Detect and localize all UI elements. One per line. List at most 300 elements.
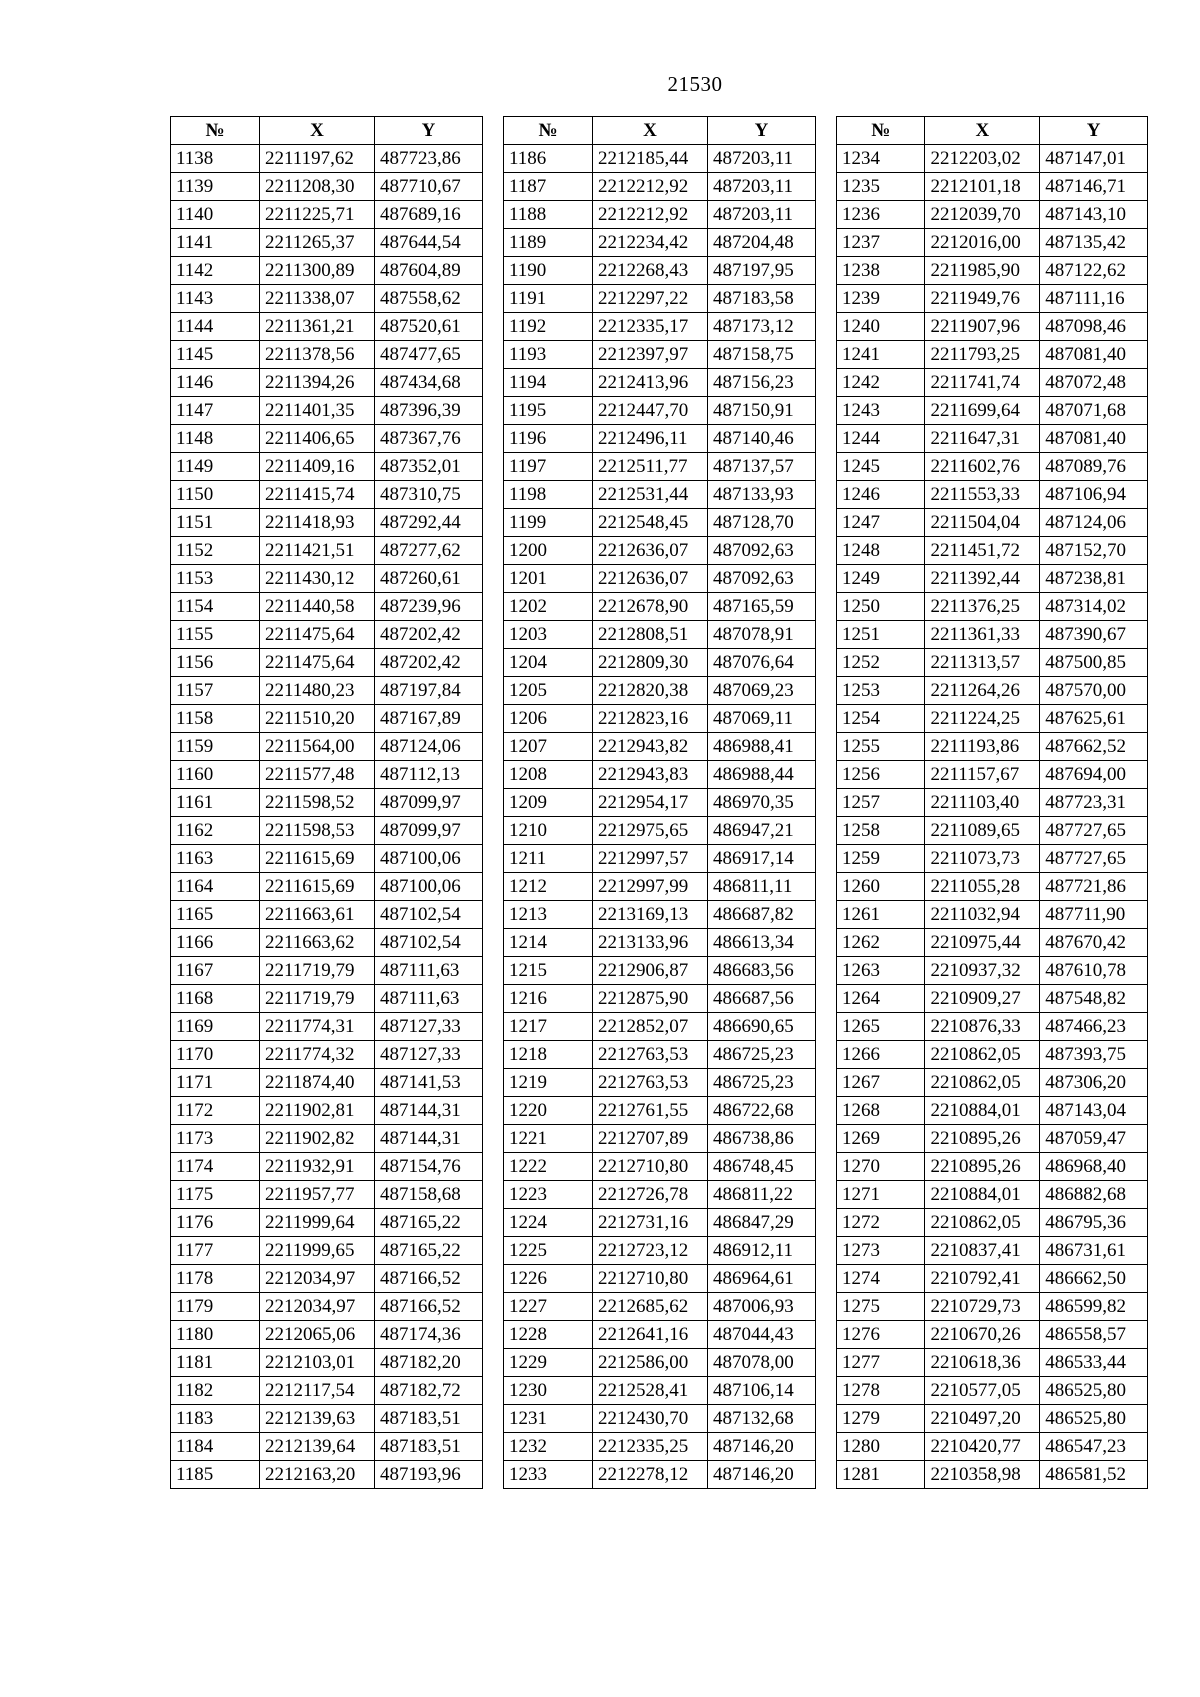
table-row [504,901,816,929]
x-coordinate-cell: 2210670,26 [925,1321,1040,1349]
table-row [504,817,816,845]
table-row [837,1405,1148,1433]
point-number-cell: 1170 [171,1041,260,1069]
point-number-cell: 1205 [504,677,593,705]
x-coordinate-cell: 2211225,71 [260,201,375,229]
table-header-row [837,117,1148,145]
table-row [171,369,483,397]
table-row [504,677,816,705]
table-row [837,369,1148,397]
point-number-cell: 1231 [504,1405,593,1433]
y-coordinate-cell: 486690,65 [708,1013,816,1041]
point-number-cell: 1233 [504,1461,593,1489]
table-row [504,761,816,789]
x-coordinate-cell: 2211999,65 [260,1237,375,1265]
y-coordinate-cell: 487203,11 [708,173,816,201]
point-number-cell: 1194 [504,369,593,397]
x-coordinate-cell: 2212710,80 [593,1153,708,1181]
y-coordinate-cell: 487135,42 [1040,229,1148,257]
y-coordinate-cell: 486988,44 [708,761,816,789]
x-coordinate-cell: 2211073,73 [925,845,1040,873]
x-coordinate-cell: 2212636,07 [593,537,708,565]
table-row [837,1265,1148,1293]
point-number-cell: 1159 [171,733,260,761]
y-coordinate-cell: 487367,76 [375,425,483,453]
x-coordinate-cell: 2212034,97 [260,1293,375,1321]
y-coordinate-cell: 486947,21 [708,817,816,845]
y-coordinate-cell: 487204,48 [708,229,816,257]
point-number-cell: 1141 [171,229,260,257]
table-row [504,537,816,565]
x-coordinate-cell: 2211598,53 [260,817,375,845]
point-number-cell: 1167 [171,957,260,985]
point-number-cell: 1271 [837,1181,925,1209]
x-coordinate-cell: 2211902,81 [260,1097,375,1125]
x-coordinate-cell: 2211774,31 [260,1013,375,1041]
table-row [504,1209,816,1237]
x-coordinate-cell: 2213169,13 [593,901,708,929]
x-coordinate-cell: 2211378,56 [260,341,375,369]
point-number-cell: 1155 [171,621,260,649]
point-number-cell: 1224 [504,1209,593,1237]
x-coordinate-cell: 2211300,89 [260,257,375,285]
table-row [504,1181,816,1209]
x-coordinate-cell: 2211874,40 [260,1069,375,1097]
y-coordinate-cell: 487520,61 [375,313,483,341]
x-coordinate-cell: 2212641,16 [593,1321,708,1349]
point-number-cell: 1165 [171,901,260,929]
y-coordinate-cell: 487711,90 [1040,901,1148,929]
y-coordinate-cell: 487500,85 [1040,649,1148,677]
point-number-cell: 1181 [171,1349,260,1377]
y-coordinate-cell: 487128,70 [708,509,816,537]
point-number-cell: 1151 [171,509,260,537]
x-coordinate-cell: 2211774,32 [260,1041,375,1069]
table-row [837,537,1148,565]
table-row [171,1181,483,1209]
table-row [171,481,483,509]
x-coordinate-cell: 2212212,92 [593,173,708,201]
point-number-cell: 1254 [837,705,925,733]
point-number-cell: 1277 [837,1349,925,1377]
point-number-cell: 1163 [171,845,260,873]
y-coordinate-cell: 487182,20 [375,1349,483,1377]
table-row [504,1125,816,1153]
point-number-cell: 1242 [837,369,925,397]
point-number-cell: 1187 [504,173,593,201]
point-number-cell: 1201 [504,565,593,593]
x-coordinate-cell: 2211032,94 [925,901,1040,929]
x-coordinate-cell: 2211719,79 [260,957,375,985]
table-row [504,1237,816,1265]
y-coordinate-cell: 486811,11 [708,873,816,901]
x-coordinate-cell: 2211985,90 [925,257,1040,285]
x-coordinate-cell: 2212117,54 [260,1377,375,1405]
x-coordinate-cell: 2210876,33 [925,1013,1040,1041]
table-row [837,1181,1148,1209]
point-number-cell: 1198 [504,481,593,509]
table-row [171,817,483,845]
table-row [837,173,1148,201]
x-coordinate-cell: 2211264,26 [925,677,1040,705]
point-number-cell: 1214 [504,929,593,957]
point-number-cell: 1157 [171,677,260,705]
point-number-cell: 1262 [837,929,925,957]
table-row [837,649,1148,677]
point-number-cell: 1158 [171,705,260,733]
point-number-cell: 1252 [837,649,925,677]
table-row [837,705,1148,733]
table-row [171,845,483,873]
y-coordinate-cell: 487662,52 [1040,733,1148,761]
coordinate-tables [170,116,1148,1610]
y-coordinate-cell: 486725,23 [708,1069,816,1097]
y-coordinate-cell: 487202,42 [375,621,483,649]
point-number-cell: 1221 [504,1125,593,1153]
point-number-cell: 1265 [837,1013,925,1041]
x-coordinate-cell: 2211663,62 [260,929,375,957]
table-row [171,257,483,285]
x-coordinate-cell: 2211564,00 [260,733,375,761]
point-number-cell: 1228 [504,1321,593,1349]
table-row [171,1377,483,1405]
y-coordinate-cell: 487092,63 [708,565,816,593]
table-row [171,985,483,1013]
table-row [504,1013,816,1041]
table-row [504,957,816,985]
point-number-cell: 1140 [171,201,260,229]
y-coordinate-cell: 487078,91 [708,621,816,649]
x-coordinate-cell: 2212943,83 [593,761,708,789]
header-number: № [837,117,925,145]
x-coordinate-cell: 2211602,76 [925,453,1040,481]
point-number-cell: 1144 [171,313,260,341]
x-coordinate-cell: 2211361,21 [260,313,375,341]
table-row [504,1377,816,1405]
point-number-cell: 1146 [171,369,260,397]
point-number-cell: 1152 [171,537,260,565]
x-coordinate-cell: 2212139,64 [260,1433,375,1461]
table-row [837,929,1148,957]
x-coordinate-cell: 2212016,00 [925,229,1040,257]
y-coordinate-cell: 486731,61 [1040,1237,1148,1265]
point-number-cell: 1237 [837,229,925,257]
x-coordinate-cell: 2211392,44 [925,565,1040,593]
x-coordinate-cell: 2210895,26 [925,1153,1040,1181]
point-number-cell: 1235 [837,173,925,201]
table-row [837,565,1148,593]
point-number-cell: 1219 [504,1069,593,1097]
table-row [171,1209,483,1237]
x-coordinate-cell: 2211577,48 [260,761,375,789]
y-coordinate-cell: 487158,75 [708,341,816,369]
y-coordinate-cell: 487089,76 [1040,453,1148,481]
x-coordinate-cell: 2212163,20 [260,1461,375,1489]
table-row [504,1321,816,1349]
y-coordinate-cell: 487183,51 [375,1433,483,1461]
x-coordinate-cell: 2211957,77 [260,1181,375,1209]
table-row [504,257,816,285]
point-number-cell: 1264 [837,985,925,1013]
point-number-cell: 1258 [837,817,925,845]
y-coordinate-cell: 487723,31 [1040,789,1148,817]
y-coordinate-cell: 487137,57 [708,453,816,481]
y-coordinate-cell: 487106,14 [708,1377,816,1405]
point-number-cell: 1196 [504,425,593,453]
point-number-cell: 1281 [837,1461,925,1489]
coordinate-table-3 [836,116,1148,1489]
x-coordinate-cell: 2212212,92 [593,201,708,229]
table-row [504,621,816,649]
x-coordinate-cell: 2212528,41 [593,1377,708,1405]
y-coordinate-cell: 487100,06 [375,845,483,873]
point-number-cell: 1142 [171,257,260,285]
point-number-cell: 1149 [171,453,260,481]
coordinate-table-1 [170,116,483,1489]
table-row [171,733,483,761]
table-row [504,985,816,1013]
table-row [171,1153,483,1181]
table-row [504,369,816,397]
y-coordinate-cell: 487146,71 [1040,173,1148,201]
y-coordinate-cell: 486581,52 [1040,1461,1148,1489]
table-row [837,145,1148,173]
x-coordinate-cell: 2211663,61 [260,901,375,929]
point-number-cell: 1197 [504,453,593,481]
x-coordinate-cell: 2212496,11 [593,425,708,453]
y-coordinate-cell: 487106,94 [1040,481,1148,509]
x-coordinate-cell: 2211902,82 [260,1125,375,1153]
table-row [837,621,1148,649]
point-number-cell: 1180 [171,1321,260,1349]
y-coordinate-cell: 487434,68 [375,369,483,397]
x-coordinate-cell: 2212820,38 [593,677,708,705]
table-row [171,621,483,649]
y-coordinate-cell: 487098,46 [1040,313,1148,341]
y-coordinate-cell: 487239,96 [375,593,483,621]
point-number-cell: 1193 [504,341,593,369]
y-coordinate-cell: 487158,68 [375,1181,483,1209]
y-coordinate-cell: 487166,52 [375,1293,483,1321]
y-coordinate-cell: 486912,11 [708,1237,816,1265]
x-coordinate-cell: 2211504,04 [925,509,1040,537]
point-number-cell: 1238 [837,257,925,285]
table-row [171,901,483,929]
y-coordinate-cell: 487076,64 [708,649,816,677]
point-number-cell: 1138 [171,145,260,173]
table-row [837,1349,1148,1377]
point-number-cell: 1269 [837,1125,925,1153]
table-row [837,481,1148,509]
point-number-cell: 1143 [171,285,260,313]
point-number-cell: 1226 [504,1265,593,1293]
x-coordinate-cell: 2211999,64 [260,1209,375,1237]
table-row [837,1097,1148,1125]
x-coordinate-cell: 2212707,89 [593,1125,708,1153]
x-coordinate-cell: 2212203,02 [925,145,1040,173]
point-number-cell: 1183 [171,1405,260,1433]
y-coordinate-cell: 487197,95 [708,257,816,285]
y-coordinate-cell: 487238,81 [1040,565,1148,593]
point-number-cell: 1184 [171,1433,260,1461]
table-row [171,537,483,565]
x-coordinate-cell: 2210895,26 [925,1125,1040,1153]
table-row [171,593,483,621]
x-coordinate-cell: 2211103,40 [925,789,1040,817]
x-coordinate-cell: 2210358,98 [925,1461,1040,1489]
x-coordinate-cell: 2210577,05 [925,1377,1040,1405]
table-row [504,313,816,341]
point-number-cell: 1232 [504,1433,593,1461]
x-coordinate-cell: 2210937,32 [925,957,1040,985]
point-number-cell: 1190 [504,257,593,285]
y-coordinate-cell: 487570,00 [1040,677,1148,705]
table-row [171,509,483,537]
table-row [504,425,816,453]
table-row [504,1097,816,1125]
y-coordinate-cell: 487132,68 [708,1405,816,1433]
x-coordinate-cell: 2211932,91 [260,1153,375,1181]
y-coordinate-cell: 487352,01 [375,453,483,481]
table-row [837,1377,1148,1405]
y-coordinate-cell: 487006,93 [708,1293,816,1321]
x-coordinate-cell: 2211793,25 [925,341,1040,369]
x-coordinate-cell: 2212954,17 [593,789,708,817]
y-coordinate-cell: 487197,84 [375,677,483,705]
x-coordinate-cell: 2212065,06 [260,1321,375,1349]
table-row [837,901,1148,929]
table-header-row [504,117,816,145]
y-coordinate-cell: 487165,22 [375,1237,483,1265]
y-coordinate-cell: 486738,86 [708,1125,816,1153]
x-coordinate-cell: 2210862,05 [925,1069,1040,1097]
point-number-cell: 1139 [171,173,260,201]
y-coordinate-cell: 487306,20 [1040,1069,1148,1097]
point-number-cell: 1246 [837,481,925,509]
x-coordinate-cell: 2211615,69 [260,873,375,901]
x-coordinate-cell: 2212943,82 [593,733,708,761]
point-number-cell: 1178 [171,1265,260,1293]
y-coordinate-cell: 487127,33 [375,1041,483,1069]
table-row [837,1461,1148,1489]
y-coordinate-cell: 486811,22 [708,1181,816,1209]
y-coordinate-cell: 487670,42 [1040,929,1148,957]
y-coordinate-cell: 487140,46 [708,425,816,453]
point-number-cell: 1213 [504,901,593,929]
y-coordinate-cell: 487721,86 [1040,873,1148,901]
table-row [837,425,1148,453]
y-coordinate-cell: 487727,65 [1040,817,1148,845]
y-coordinate-cell: 487604,89 [375,257,483,285]
point-number-cell: 1274 [837,1265,925,1293]
table-row [504,593,816,621]
y-coordinate-cell: 487723,86 [375,145,483,173]
x-coordinate-cell: 2210618,36 [925,1349,1040,1377]
x-coordinate-cell: 2212763,53 [593,1041,708,1069]
y-coordinate-cell: 486547,23 [1040,1433,1148,1461]
x-coordinate-cell: 2211421,51 [260,537,375,565]
y-coordinate-cell: 487144,31 [375,1097,483,1125]
y-coordinate-cell: 487092,63 [708,537,816,565]
y-coordinate-cell: 487644,54 [375,229,483,257]
y-coordinate-cell: 487466,23 [1040,1013,1148,1041]
y-coordinate-cell: 487147,01 [1040,145,1148,173]
x-coordinate-cell: 2211451,72 [925,537,1040,565]
y-coordinate-cell: 487099,97 [375,817,483,845]
table-row [504,481,816,509]
y-coordinate-cell: 487710,67 [375,173,483,201]
table-row [504,929,816,957]
y-coordinate-cell: 486525,80 [1040,1377,1148,1405]
point-number-cell: 1164 [171,873,260,901]
point-number-cell: 1241 [837,341,925,369]
point-number-cell: 1207 [504,733,593,761]
point-number-cell: 1204 [504,649,593,677]
x-coordinate-cell: 2211907,96 [925,313,1040,341]
table-header-row [171,117,483,145]
y-coordinate-cell: 487072,48 [1040,369,1148,397]
x-coordinate-cell: 2212875,90 [593,985,708,1013]
table-row [504,1461,816,1489]
x-coordinate-cell: 2212997,99 [593,873,708,901]
x-coordinate-cell: 2211553,33 [925,481,1040,509]
y-coordinate-cell: 487102,54 [375,901,483,929]
x-coordinate-cell: 2212906,87 [593,957,708,985]
table-row [171,1433,483,1461]
point-number-cell: 1171 [171,1069,260,1097]
point-number-cell: 1225 [504,1237,593,1265]
table-row [837,1013,1148,1041]
y-coordinate-cell: 487558,62 [375,285,483,313]
table-row [837,677,1148,705]
x-coordinate-cell: 2211361,33 [925,621,1040,649]
x-coordinate-cell: 2211224,25 [925,705,1040,733]
y-coordinate-cell: 487314,02 [1040,593,1148,621]
point-number-cell: 1202 [504,593,593,621]
x-coordinate-cell: 2212335,17 [593,313,708,341]
table-row [171,705,483,733]
table-row [504,229,816,257]
table-row [504,201,816,229]
table-row [171,1041,483,1069]
x-coordinate-cell: 2212397,97 [593,341,708,369]
y-coordinate-cell: 487202,42 [375,649,483,677]
table-row [504,397,816,425]
table-row [504,453,816,481]
header-x: X [260,117,375,145]
point-number-cell: 1211 [504,845,593,873]
y-coordinate-cell: 487071,68 [1040,397,1148,425]
point-number-cell: 1222 [504,1153,593,1181]
x-coordinate-cell: 2212447,70 [593,397,708,425]
y-coordinate-cell: 487183,58 [708,285,816,313]
point-number-cell: 1253 [837,677,925,705]
y-coordinate-cell: 487165,59 [708,593,816,621]
point-number-cell: 1182 [171,1377,260,1405]
point-number-cell: 1230 [504,1377,593,1405]
table-row [504,705,816,733]
table-row [171,1265,483,1293]
x-coordinate-cell: 2212185,44 [593,145,708,173]
y-coordinate-cell: 487078,00 [708,1349,816,1377]
x-coordinate-cell: 2211313,57 [925,649,1040,677]
y-coordinate-cell: 486558,57 [1040,1321,1148,1349]
point-number-cell: 1280 [837,1433,925,1461]
point-number-cell: 1169 [171,1013,260,1041]
x-coordinate-cell: 2211401,35 [260,397,375,425]
x-coordinate-cell: 2211265,37 [260,229,375,257]
x-coordinate-cell: 2212278,12 [593,1461,708,1489]
